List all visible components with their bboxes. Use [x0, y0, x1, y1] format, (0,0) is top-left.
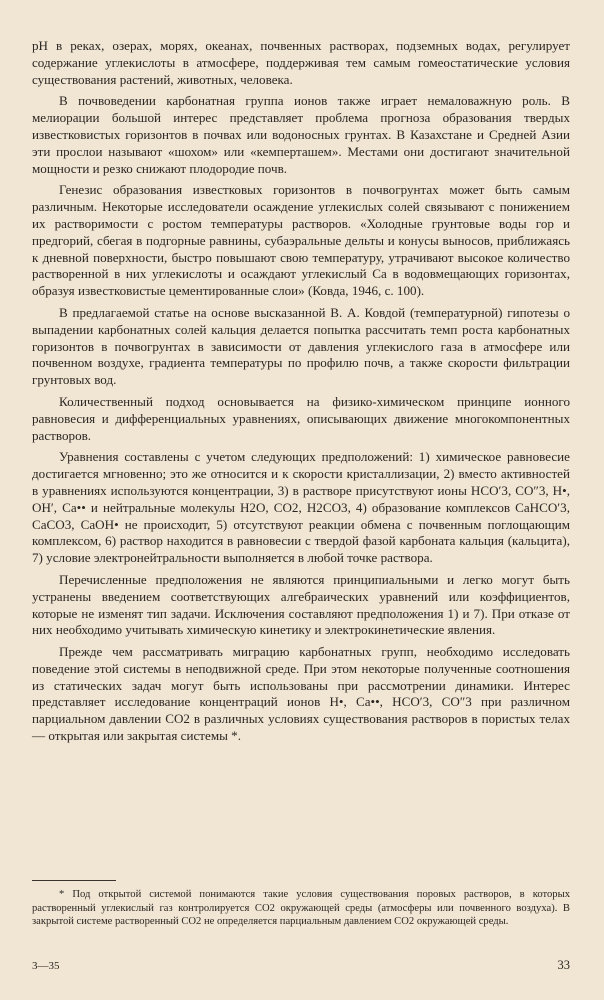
- paragraph-4: В предлагаемой статье на основе высказанной В. А. Ковдой (температурной) гипотезы о выпадении карбонатных солей кальция делается попытка рассчитать темп роста карбонатных горизонтов в почвогрунтах в зависимости от давления углекислого газа в атмосфере или почвенном воздухе, градиента температуры по профилю почв, а также скорости фильтрации грунтовых вод.: [32, 304, 570, 388]
- footnote: * Под открытой системой понимаются такие условия существования поровых растворов, в которых растворенный углекислый газ контролируется CO2 окружающей среды (атмосферы или почвенного воздуха). В закрытой системе растворенный CO2 не определяется парциальным давлением CO2 окружающей среды.: [32, 889, 570, 928]
- paragraph-5: Количественный подход основывается на физико-химическом принципе ионного равновесия и дифференциальных уравнениях, описывающих движение многокомпонентных растворов.: [32, 393, 570, 443]
- page-number: 33: [557, 958, 570, 972]
- paragraph-7: Перечисленные предположения не являются принципиальными и легко могут быть устранены введением соответствующих алгебраических уравнений или коэффициентов, которые не изменят тип задачи. Исключения составляют предположения 1) и 7). При отказе от них необходимо учитывать химическую кинетику и электрокинетические явления.: [32, 571, 570, 638]
- printer-signature: 3—35: [32, 960, 60, 972]
- paragraph-3: Генезис образования известковых горизонтов в почвогрунтах может быть самым различным. Некоторые исследователи осаждение углекислых солей связывают с понижением их растворимости с ростом температуры растворов. «Холодные грунтовые воды гор и предгорий, сбегая в подгорные равнины, субаэральные дельты и конусы выносов, приближаясь к дневной поверхности, быстро повышают свою температуру, утрачивают высокое количество растворенной в них углекислоты и осаждают углекислый Са в водовмещающих горизонтах, образуя известковистые цементированные слои» (Ковда, 1946, с. 100).: [32, 182, 570, 299]
- paragraph-8: Прежде чем рассматривать миграцию карбонатных групп, необходимо исследовать поведение этой системы в неподвижной среде. При этом некоторые полученные соотношения из статических задач могут быть использованы при рассмотрении динамики. Интерес представляет исследование концентраций ионов H•, Ca••, HCO′3, CO″3 при различном парциальном давлении CO2 в различных условиях существования растворов в пористых телах — открытая или закрытая системы *.: [32, 644, 570, 744]
- paragraph-2: В почвоведении карбонатная группа ионов также играет немаловажную роль. В мелиорации большой интерес представляет проблема прогноза образования твердых известковистых горизонтов в почвах или водоносных грунтах. В Казахстане и Средней Азии эти прослои называют «шохом» или «кемперташем». Местами они достигают значительной мощности и резко снижают плодородие почв.: [32, 93, 570, 176]
- main-text: [32, 38, 570, 750]
- paragraph-6: Уравнения составлены с учетом следующих предположений: 1) химическое равновесие достигается мгновенно; это же относится и к скорости кристаллизации, 2) вместо активностей в уравнениях используются концентрации, 3) в растворе присутствуют ионы HCO′3, CO″3, H•, OH′, Ca•• и нейтральные молекулы H2O, CO2, H2CO3, 4) образование комплексов CaHCO′3, CaCO3, CaOH• не происходит, 5) отсутствуют реакции обмена с почвенным поглощающим комплексом, 6) раствор находится в равновесии с твердой фазой карбоната кальция (кальцита), 7) условие электронейтральности выполняется в любой точке раствора.: [32, 449, 570, 566]
- footnote-divider: [32, 880, 116, 881]
- paragraph-1: pH в реках, озерах, морях, океанах, почвенных растворах, подземных водах, регулирует содержание углекислоты в атмосфере, поддерживая тем самым гомеостатические условия существования растений, животных, человека.: [32, 38, 570, 87]
